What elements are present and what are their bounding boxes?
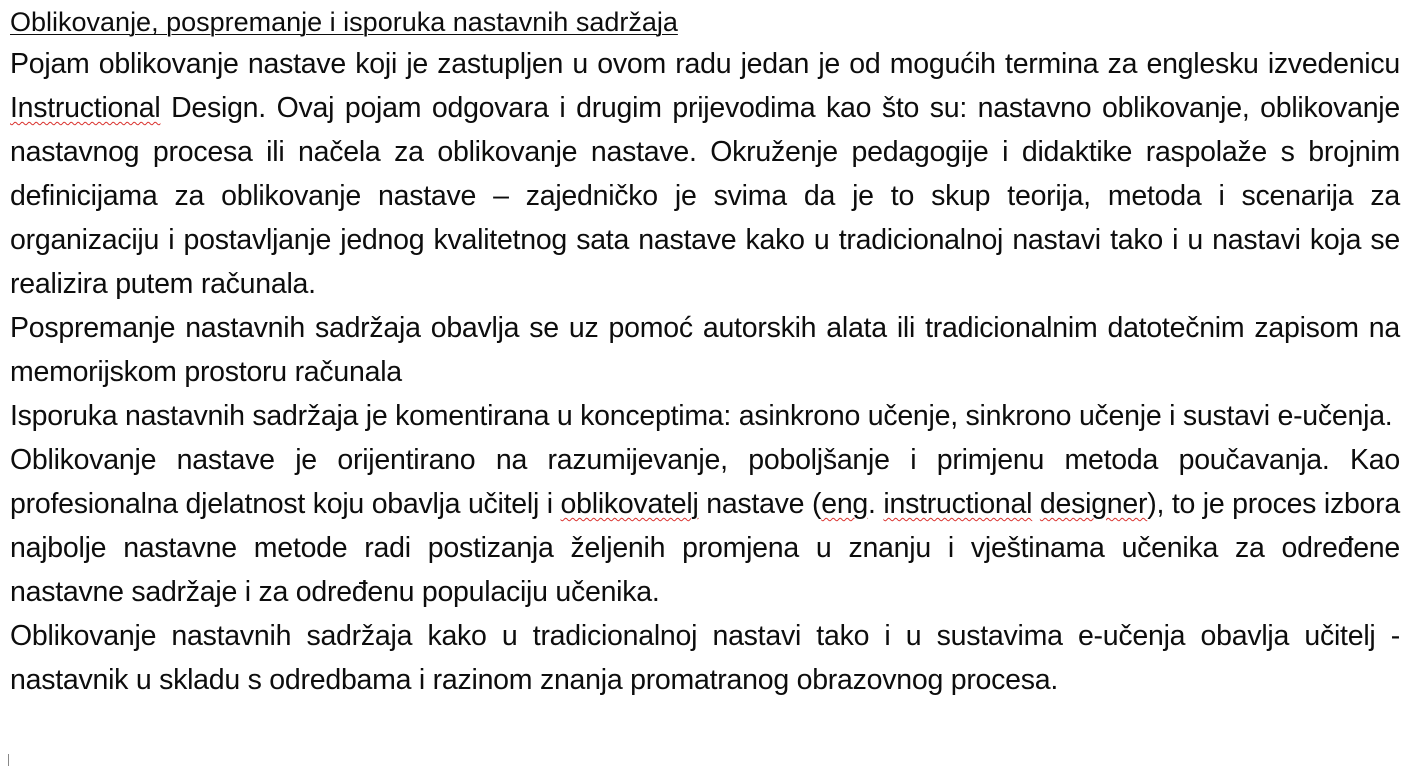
paragraph-1-text-a: Pojam oblikovanje nastave koji je zastupljen u ovom radu jedan je od mogućih termina za englesku izvedenicu (10, 48, 1400, 80)
paragraph-1-text-c: Design. Ovaj pojam odgovara i drugim prijevodima kao što su: nastavno oblikovanje, oblikovanje nastavnog procesa ili načela za oblikovanje nastave. Okruženje pedagogije i didaktike raspolaže s brojnim definicijama za oblikovanje nastave – zajedničko je svima da je to skup teorija, metoda i scenarija za organizaciju i postavljanje jednog kvalitetnog sata nastave kako u tradicionalnoj nastavi tako i u nastavi koja se realizira putem računala. (10, 92, 1400, 300)
spellcheck-word-instructional-2[interactable]: instructional (883, 488, 1033, 520)
spellcheck-word-instructional[interactable]: Instructional (10, 92, 161, 124)
paragraph-5: Oblikovanje nastavnih sadržaja kako u tradicionalnoj nastavi tako i u sustavima e-učenja obavlja učitelj - nastavnik u skladu s odredbama i razinom znanja promatranog obrazovnog procesa. (10, 620, 1400, 696)
paragraph-3: Isporuka nastavnih sadržaja je komentirana u konceptima: asinkrono učenje, sinkrono učenje i sustavi e-učenja. (10, 400, 1393, 432)
paragraph-4-text-e: . (868, 488, 884, 520)
section-heading: Oblikovanje, pospremanje i isporuka nastavnih sadržaja (10, 7, 678, 37)
document-body[interactable] (10, 2, 1400, 702)
text-cursor-mark (8, 754, 9, 766)
paragraph-1 (10, 42, 1400, 306)
paragraph-4 (10, 438, 1400, 614)
paragraph-4-text-c: nastave ( (698, 488, 822, 520)
paragraph-4-text-i: ), to je proces izbora najbolje nastavne metode radi postizanja željenih promjena u znanju i vještinama učenika za određene nastavne sadržaje i za određenu populaciju učenika. (10, 488, 1400, 608)
paragraph-4-text-g (1032, 488, 1040, 520)
paragraph-4-text-a: Oblikovanje nastave je orijentirano na razumijevanje, poboljšanje i primjenu metoda poučavanja. Kao profesionalna djelatnost koju obavlja učitelj i (10, 444, 1400, 520)
spellcheck-word-eng[interactable]: eng (821, 488, 869, 520)
spellcheck-word-oblikovatelj[interactable]: oblikovatelj (560, 488, 699, 520)
spellcheck-word-designer[interactable]: designer (1039, 488, 1148, 520)
paragraph-2: Pospremanje nastavnih sadržaja obavlja se uz pomoć autorskih alata ili tradicionalnim datotečnim zapisom na memorijskom prostoru računala (10, 312, 1400, 388)
